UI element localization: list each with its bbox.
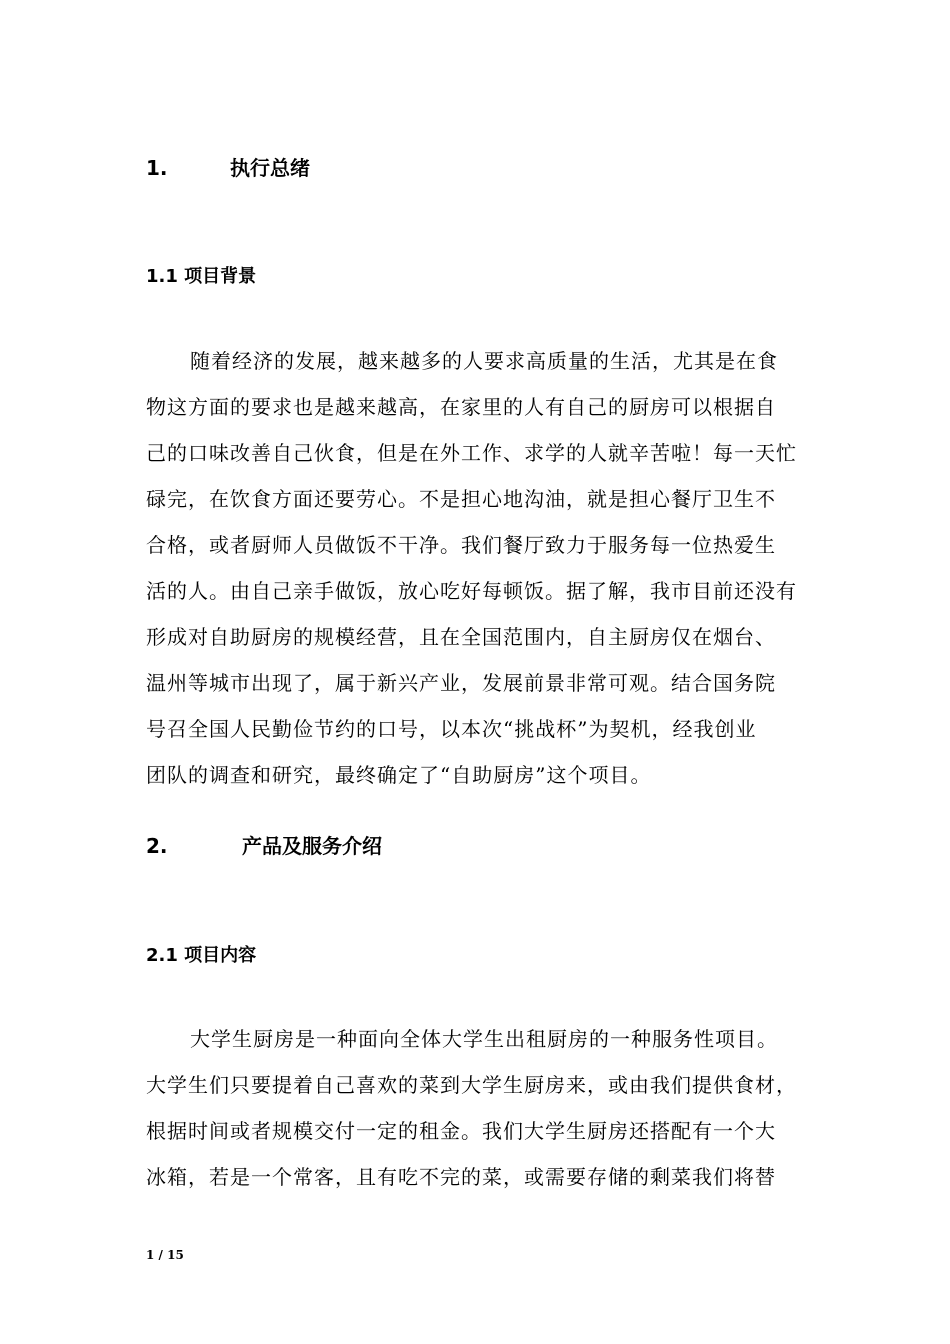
paragraph-content [146, 1016, 826, 1200]
paragraph-background [146, 338, 826, 798]
paragraph-line: 合格，或者厨师人员做饭不干净。我们餐厅致力于服务每一位热爱生 [146, 533, 776, 557]
paragraph-line: 温州等城市出现了，属于新兴产业，发展前景非常可观。结合国务院 [146, 671, 776, 695]
page-indicator: 1 / 15 [146, 1248, 184, 1262]
paragraph-line: 号召全国人民勤俭节约的口号，以本次“挑战杯”为契机，经我创业 [146, 717, 757, 741]
paragraph-line: 冰箱，若是一个常客，且有吃不完的菜，或需要存储的剩菜我们将替 [146, 1165, 776, 1189]
paragraph-line: 团队的调查和研究，最终确定了“自助厨房”这个项目。 [146, 763, 652, 787]
section-title: 产品及服务介绍 [242, 834, 382, 858]
paragraph-line: 形成对自助厨房的规模经营，且在全国范围内，自主厨房仅在烟台、 [146, 625, 776, 649]
paragraph-line: 大学生厨房是一种面向全体大学生出租厨房的一种服务性项目。 [190, 1027, 778, 1051]
section-title: 执行总绪 [230, 156, 310, 180]
section-number: 2. [146, 834, 168, 858]
paragraph-line: 物这方面的要求也是越来越高，在家里的人有自己的厨房可以根据自 [146, 395, 776, 419]
subsection-heading-1-1: 1.1 项目背景 [146, 266, 257, 287]
paragraph-line: 活的人。由自己亲手做饭，放心吃好每顿饭。据了解，我市目前还没有 [146, 579, 797, 603]
section-number: 1. [146, 156, 168, 180]
paragraph-line: 根据时间或者规模交付一定的租金。我们大学生厨房还搭配有一个大 [146, 1119, 776, 1143]
paragraph-line: 大学生们只要提着自己喜欢的菜到大学生厨房来，或由我们提供食材， [146, 1073, 797, 1097]
subsection-heading-2-1: 2.1 项目内容 [146, 945, 257, 966]
paragraph-line: 己的口味改善自己伙食，但是在外工作、求学的人就辛苦啦！每一天忙 [146, 441, 797, 465]
paragraph-line: 随着经济的发展，越来越多的人要求高质量的生活，尤其是在食 [190, 349, 778, 373]
paragraph-line: 碌完，在饮食方面还要劳心。不是担心地沟油，就是担心餐厅卫生不 [146, 487, 776, 511]
